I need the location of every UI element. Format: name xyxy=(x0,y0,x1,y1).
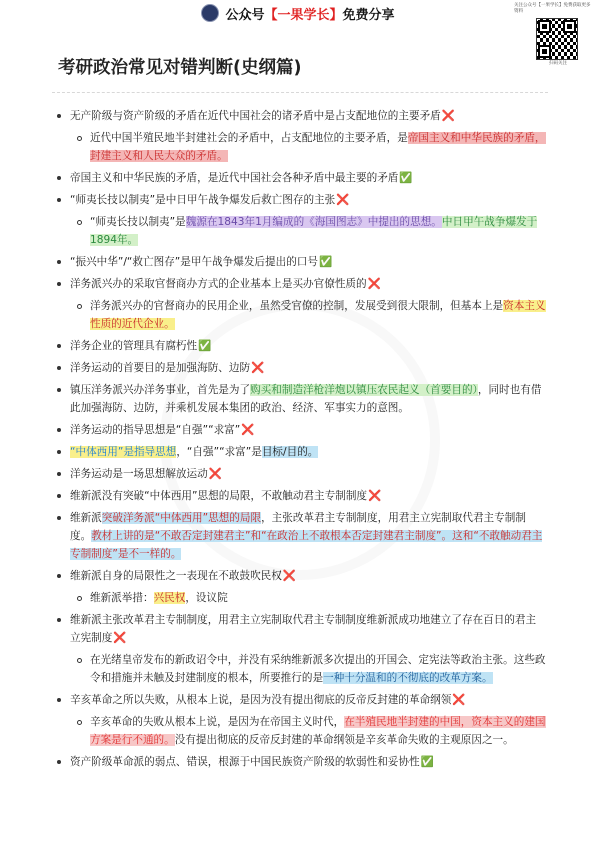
list-item xyxy=(56,191,546,209)
top-bar xyxy=(0,0,596,26)
statement-text: 无产阶级与资产阶级的矛盾在近代中国社会的诸矛盾中是占支配地位的主要矛盾 xyxy=(70,110,441,122)
check-mark-icon: ✅ xyxy=(319,256,333,268)
list-item xyxy=(56,359,546,377)
wrong-mark-icon: ❌ xyxy=(452,694,466,706)
list-item xyxy=(56,753,546,771)
qr-finder-icon xyxy=(563,20,576,33)
brand-prefix: 公众号 xyxy=(225,8,265,23)
explanation-text: 洋务派兴办的官督商办的民用企业，虽然受官僚的控制，发展受到很大限制，但基本上是 xyxy=(90,300,504,312)
list-item xyxy=(56,421,546,439)
list-item xyxy=(56,487,546,505)
highlight-text: 目标/目的。 xyxy=(261,446,319,458)
check-mark-icon: ✅ xyxy=(198,340,212,352)
highlight-text: 中日甲午战争爆发于1894年。 xyxy=(90,216,538,246)
highlight-text: 一种十分温和的不彻底的改革方案。 xyxy=(323,672,493,684)
check-mark-icon: ✅ xyxy=(420,756,434,768)
statement-text: 洋务运动的首要目的是加强海防、边防 xyxy=(70,362,251,374)
list-item xyxy=(56,509,546,563)
check-mark-icon: ✅ xyxy=(399,172,413,184)
explanation-item xyxy=(76,713,546,749)
highlight-text: 在半殖民地半封建的中国，资本主义的建国方案是行不通的。 xyxy=(90,716,546,746)
statement-text: 维新派 xyxy=(70,512,102,524)
qr-code-icon xyxy=(536,18,578,60)
avatar-icon xyxy=(201,4,219,22)
brand-header xyxy=(0,4,596,23)
explanation-item xyxy=(76,589,546,607)
highlight-text: 资本主义性质的近代企业。 xyxy=(90,300,546,330)
statement-text: “师夷长技以制夷”是中日甲午战争爆发后救亡图存的主张 xyxy=(70,194,336,206)
statement-text: “振兴中华”/“救亡图存”是甲午战争爆发后提出的口号 xyxy=(70,256,318,268)
list-item xyxy=(56,107,546,125)
statement-text: 洋务运动的指导思想是“自强”“求富” xyxy=(70,424,241,436)
explanation-text: 维新派举措： xyxy=(90,592,154,604)
highlight-text: 兴民权 xyxy=(153,592,186,604)
highlight-text: “中体西用”是指导思想 xyxy=(70,446,177,458)
highlight-text: 突破洋务派“中体西用”思想的局限 xyxy=(101,512,262,524)
statement-text: 维新派自身的局限性之一表现在不敢鼓吹民权 xyxy=(70,570,282,582)
list-item xyxy=(56,691,546,709)
explanation-text: 在光绪皇帝发布的新政诏令中，并没有采纳维新派多次提出的开国会、定宪法等政治主张。这些政令和措施并未触及封建制度的根本，所要推行的是 xyxy=(90,654,546,684)
explanation-item xyxy=(76,651,546,687)
wrong-mark-icon: ❌ xyxy=(336,194,350,206)
wrong-mark-icon: ❌ xyxy=(251,362,265,374)
statement-text: 维新派没有突破“中体西用”思想的局限，不敢触动君主专制制度 xyxy=(70,490,368,502)
qr-finder-icon xyxy=(538,20,551,33)
explanation-text: 没有提出彻底的反帝反封建的革命纲领是辛亥革命失败的主观原因之一。 xyxy=(174,734,514,746)
list-item xyxy=(56,443,546,461)
divider xyxy=(52,92,548,93)
list-item xyxy=(56,465,546,483)
wrong-mark-icon: ❌ xyxy=(367,278,381,290)
statement-text: 洋务派兴办的采取官督商办方式的企业基本上是买办官僚性质的 xyxy=(70,278,367,290)
wrong-mark-icon: ❌ xyxy=(282,570,297,582)
statement-text: 洋务运动是一场思想解放运动 xyxy=(70,468,208,480)
list-item xyxy=(56,337,546,355)
wrong-mark-icon: ❌ xyxy=(208,468,222,480)
brand-suffix: 免费分享 xyxy=(342,8,395,23)
list-item xyxy=(56,381,546,417)
list-item xyxy=(56,275,546,293)
statement-text: 镇压洋务派兴办洋务事业，首先是为了 xyxy=(70,384,251,396)
statement-text: ，同时也有借此加强海防、边防，并乘机发展本集团的政治、经济、军事实力的意图。 xyxy=(70,384,542,414)
statement-text: 辛亥革命之所以失败，从根本上说，是因为没有提出彻底的反帝反封建的革命纲领 xyxy=(70,694,452,706)
highlight-text: 魏源在1843年1月编成的《海国图志》中提出的思想。 xyxy=(185,216,442,228)
brand-name: 【一果学长】 xyxy=(264,8,343,23)
statement-list xyxy=(56,107,546,775)
wrong-mark-icon: ❌ xyxy=(241,424,255,436)
explanation-text: ，设议院 xyxy=(185,592,228,604)
statement-text: 资产阶级革命派的弱点、错误，根源于中国民族资产阶级的软弱性和妥协性 xyxy=(70,756,420,768)
explanation-item xyxy=(76,297,546,333)
qr-label: 扫码关注 xyxy=(549,61,567,66)
page-title: 考研政治常见对错判断(史纲篇) xyxy=(58,58,302,78)
wrong-mark-icon: ❌ xyxy=(113,632,127,644)
statement-text: 帝国主义和中华民族的矛盾，是近代中国社会各种矛盾中最主要的矛盾 xyxy=(70,172,399,184)
explanation-text: “师夷长技以制夷”是 xyxy=(90,216,186,228)
highlight-text: 教材上讲的是“不敢否定封建君主”和“在政治上不敢根本否定封建君主制度”。这和“不敢触动君主专制制度”是不一样的。 xyxy=(70,530,543,560)
explanation-item xyxy=(76,213,546,249)
wrong-mark-icon: ❌ xyxy=(368,490,382,502)
explanation-text: 辛亥革命的失败从根本上说，是因为在帝国主义时代， xyxy=(90,716,345,728)
list-item xyxy=(56,611,546,647)
list-item xyxy=(56,253,546,271)
statement-text: ，主张改革君主专制制度，用君主立宪制取代君主专制制度。 xyxy=(70,512,526,542)
statement-text: ，“自强”“求富”是 xyxy=(176,446,262,458)
highlight-text: 帝国主义和中华民族的矛盾，封建主义和人民大众的矛盾。 xyxy=(90,132,546,162)
list-item xyxy=(56,169,546,187)
wrong-mark-icon: ❌ xyxy=(441,110,455,122)
qr-note: 关注公众号【一果学长】免费获取更多资料 xyxy=(514,3,591,14)
explanation-item xyxy=(76,129,546,165)
qr-finder-icon xyxy=(538,45,551,58)
list-item xyxy=(56,567,546,585)
statement-text: 洋务企业的管理具有腐朽性 xyxy=(70,340,198,352)
highlight-text: 购买和制造洋枪洋炮以镇压农民起义（首要目的） xyxy=(250,384,478,396)
statement-text: 维新派主张改革君主专制制度，用君主立宪制取代君主专制制度维新派成功地建立了存在百日的君主立宪制度 xyxy=(70,614,537,644)
explanation-text: 近代中国半殖民地半封建社会的矛盾中，占支配地位的主要矛盾，是 xyxy=(90,132,408,144)
